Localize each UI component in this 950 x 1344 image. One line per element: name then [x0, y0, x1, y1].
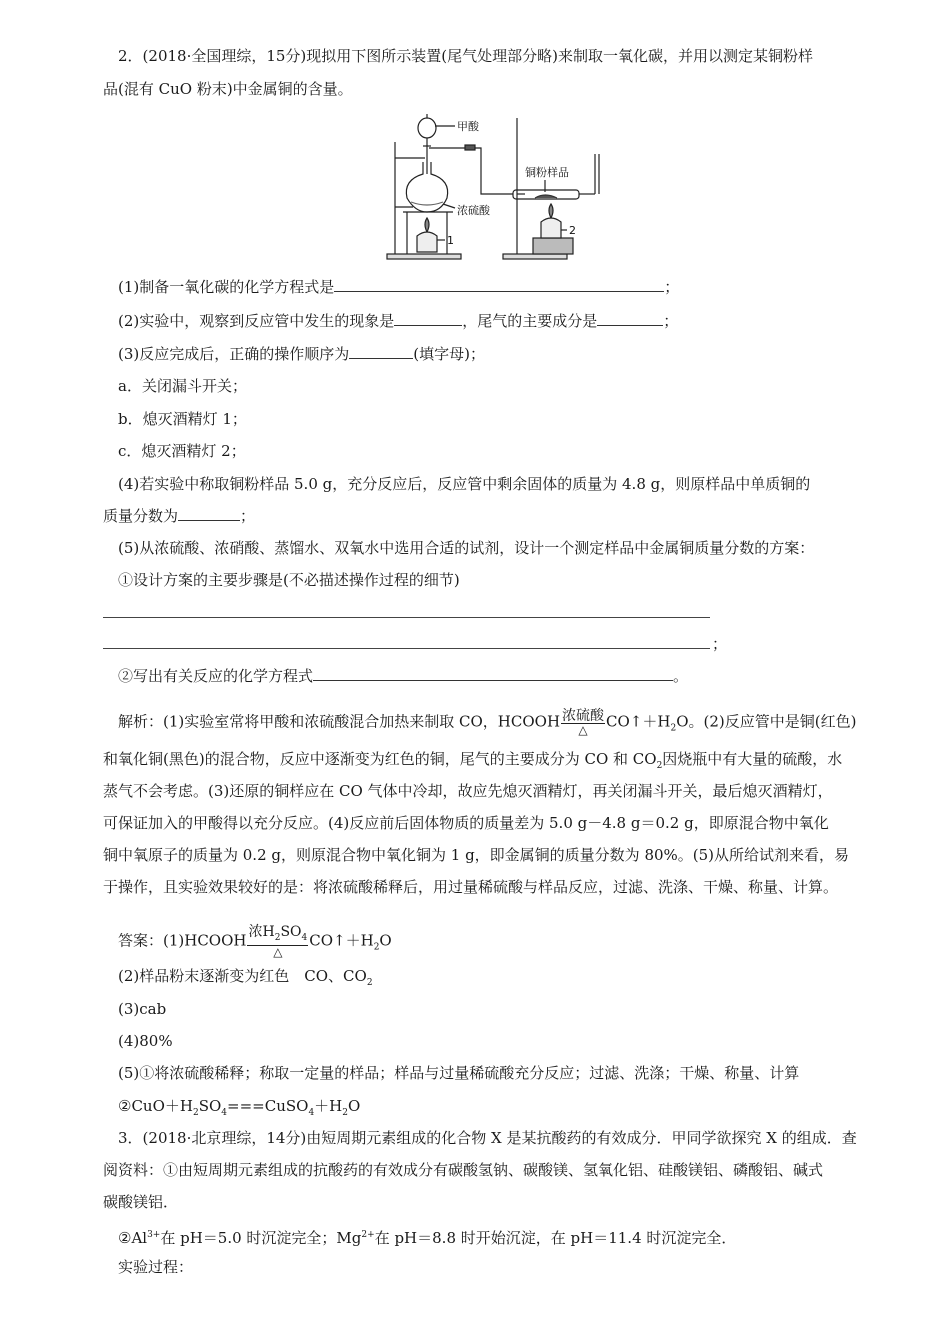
- answer-blank-1[interactable]: [334, 276, 664, 292]
- q3-line-4: $②Al^{3+}$在 pH＝5.0 时沉淀完全；$Mg^{2+}$在 pH＝8.8 时开始沉淀，在 pH＝11.4 时沉淀完全．: [118, 1229, 737, 1247]
- apparatus-diagram: [385, 112, 611, 262]
- funnel-bulb: [418, 118, 436, 138]
- option-c: c．熄灭酒精灯 2；: [118, 442, 246, 460]
- alcohol-lamp-2: [541, 218, 561, 238]
- answer-reaction-condition: $\frac{浓H_2SO_4}{\triangle}$: [248, 924, 308, 959]
- q3-line-2: 阅资料：①由短周期元素组成的抗酸药的有效成分有碳酸氢钠、碳酸镁、氢氧化铝、硅酸镁铝、磷酸铝、碱式: [103, 1161, 824, 1179]
- q2-intro-line-1: 2．(2018·全国理综，15分)现拟用下图所示装置(尾气处理部分略)来制取一氧化碳，并用以测定某铜粉样: [118, 47, 813, 65]
- label-conc-sulfuric: 浓硫酸: [457, 204, 490, 217]
- q2-part-2: (2)实验中，观察到反应管中发生的现象是 ，尾气的主要成分是 ；: [118, 312, 679, 330]
- answer-line-5a[interactable]: [103, 617, 710, 618]
- q2-intro-line-2: 品(混有 CuO 粉末)中金属铜的含量。: [103, 80, 353, 98]
- label-lamp-1: 1: [447, 234, 454, 247]
- q3-line-5: 实验过程：: [118, 1258, 194, 1276]
- analysis-line-2: 和氧化铜(黑色)的混合物，反应中逐渐变为红色的铜，尾气的主要成分为 CO 和 $CO_2$因烧瓶中有大量的硫酸，水: [103, 750, 843, 771]
- answer-line-4: (4)80%: [118, 1032, 173, 1050]
- answer-line-2: (2)样品粉末逐渐变为红色 CO、$CO_2$: [118, 967, 373, 988]
- answer-line-3: (3)cab: [118, 1000, 167, 1018]
- analysis-line-6: 于操作，且实验效果较好的是：将浓硫酸稀释后，用过量稀硫酸与样品反应，过滤、洗涤、干燥、称量、计算。: [103, 878, 839, 896]
- analysis-line-5: 铜中氧原子的质量为 0.2 g，则原混合物中氧化铜为 1 g，即金属铜的质量分数为 80%。(5)从所给试剂来看，易: [103, 846, 850, 864]
- q2-part-4-line-1: (4)若实验中称取铜粉样品 5.0 g，充分反应后，反应管中剩余固体的质量为 4.8 g，则原样品中单质铜的: [118, 475, 811, 493]
- alcohol-lamp-1: [417, 232, 437, 252]
- q2-part-5-2: ②写出有关反应的化学方程式 。: [118, 667, 689, 685]
- analysis-line-1: 解析：(1)实验室常将甲酸和浓硫酸混合加热来制取 CO，HCOOH $\frac{\text{浓硫酸}}{\triangle}$ $CO↑+H_2O$。(2)反应管中是铜(红色): [118, 708, 857, 737]
- answer-line-5: (5)①将浓硫酸稀释；称取一定量的样品；样品与过量稀硫酸充分反应；过滤、洗涤；干燥、称量、计算: [118, 1064, 800, 1082]
- answer-blank-2b[interactable]: [597, 310, 663, 326]
- q3-line-1: 3．(2018·北京理综，14分)由短周期元素组成的化合物 X 是某抗酸药的有效成分．甲同学欲探究 X 的组成．查: [118, 1129, 857, 1147]
- answer-blank-2a[interactable]: [394, 310, 462, 326]
- answer-line-5b[interactable]: [103, 648, 710, 649]
- label-copper-sample: 铜粉样品: [525, 166, 569, 179]
- label-lamp-2: 2: [569, 224, 576, 237]
- option-a: a．关闭漏斗开关；: [118, 377, 247, 395]
- q2-part-5-1: ①设计方案的主要步骤是(不必描述操作过程的细节): [118, 571, 460, 589]
- q3-line-3: 碳酸镁铝．: [103, 1193, 179, 1211]
- wooden-block: [533, 238, 573, 254]
- answer-blank-5-2[interactable]: [313, 665, 673, 681]
- analysis-line-3: 蒸气不会考虑。(3)还原的铜样应在 CO 气体中冷却，故应先熄灭酒精灯，再关闭漏斗开关，最后熄灭酒精灯，: [103, 782, 833, 800]
- q2-part-5: (5)从浓硫酸、浓硝酸、蒸馏水、双氧水中选用合适的试剂，设计一个测定样品中金属铜质量分数的方案：: [118, 539, 815, 557]
- answer-line-1: 答案：(1)HCOOH $\frac{浓H_2SO_4}{\triangle}$ $CO↑+H_2O$: [118, 924, 392, 959]
- answer-line-5-end: ；: [712, 635, 728, 653]
- option-b: b．熄灭酒精灯 1；: [118, 410, 247, 428]
- reaction-condition: $\frac{\text{浓硫酸}}{\triangle}$: [562, 708, 605, 737]
- answer-blank-4[interactable]: [178, 505, 240, 521]
- answer-line-6: $②CuO+H_2SO_4===CuSO_4+H_2O$: [118, 1097, 361, 1118]
- left-stand-base: [387, 254, 461, 259]
- label-formic-acid: 甲酸: [457, 120, 479, 133]
- q2-part-4-line-2: 质量分数为 ；: [103, 507, 256, 525]
- q2-part-3: (3)反应完成后，正确的操作顺序为 (填字母)；: [118, 345, 485, 363]
- q2-part-1: (1)制备一氧化碳的化学方程式是 ；: [118, 278, 680, 296]
- answer-blank-3[interactable]: [349, 343, 413, 359]
- analysis-line-4: 可保证加入的甲酸得以充分反应。(4)反应前后固体物质的质量差为 5.0 g－4.8 g＝0.2 g，即原混合物中氧化: [103, 814, 829, 832]
